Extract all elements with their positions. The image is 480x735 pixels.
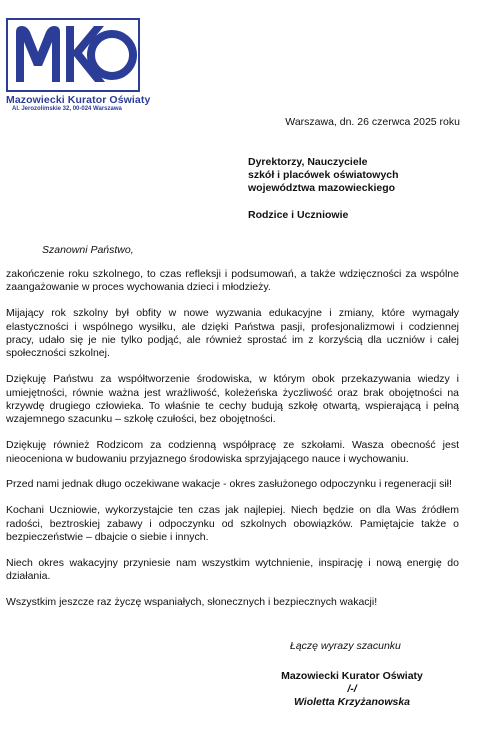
recipient-line: Dyrektorzy, Nauczyciele [248, 156, 368, 168]
signature-title: Mazowiecki Kurator Oświaty [281, 670, 423, 682]
kurator-logo [6, 18, 151, 112]
recipient-line: szkół i placówek oświatowych [248, 169, 399, 181]
paragraph: zakończenie roku szkolnego, to czas refleksji i podsumowań, a także wdzięczności za wspólne zaangażowanie w proces wychowania dzieci i młodzieży. [6, 268, 459, 294]
letter-date: Warszawa, dn. 26 czerwca 2025 roku [285, 116, 460, 128]
greeting: Szanowni Państwo, [42, 244, 134, 256]
logo-address: Al. Jerozolimskie 32, 00-024 Warszawa [12, 106, 122, 112]
paragraph: Dziękuję również Rodzicom za codzienną współpracę ze szkołami. Wasza obecność jest nieoceniona w budowaniu przyjaznego środowiska sprzyjającego nauce i wychowaniu. [6, 439, 459, 465]
logo-name: Mazowiecki Kurator Oświaty [6, 94, 151, 106]
paragraph: Przed nami jednak długo oczekiwane wakacje - okres zasłużonego odpoczynku i regeneracji sił! [6, 478, 452, 491]
signature-name: Wioletta Krzyżanowska [293, 696, 411, 708]
letter-body [6, 268, 459, 622]
logo-mark [6, 18, 140, 92]
paragraph: Kochani Uczniowie, wykorzystajcie ten czas jak najlepiej. Niech będzie on dla Was źródłem radości, beztroskiej zabawy i odpoczynku od szkolnych obowiązków. Pamiętajcie także o bezpieczeństwie – dbajcie o siebie i innych. [6, 504, 459, 544]
recipients-block [248, 156, 399, 222]
paragraph: Mijający rok szkolny był obfity w nowe wyzwania edukacyjne i zmiany, które wymagały elastyczności i wspólnego wysiłku, ale dzięki Państwa pasji, profesjonalizmowi i codziennej pracy, udało się je nie tylko podjąć, ale również sprostać im z korzyścią dla uczniów i całej społeczności szkolnej. [6, 307, 459, 360]
recipient-line: województwa mazowieckiego [248, 182, 396, 194]
closing-line: Łączę wyrazy szacunku [290, 640, 401, 652]
paragraph: Niech okres wakacyjny przyniesie nam wszystkim wytchnienie, inspirację i nową energię do działania. [6, 556, 459, 583]
paragraph: Wszystkim jeszcze raz życzę wspaniałych, słonecznych i bezpiecznych wakacji! [6, 596, 378, 609]
paragraph: Dziękuję Państwu za współtworzenie środowiska, w którym obok przekazywania wiedzy i umiejętności, równie ważna jest wrażliwość, koleżeńska życzliwość oraz brak obojętności na krzywdę drugiego człowieka. To właśnie te cechy budują szkołę otwartą, wspierającą i pełną wzajemnego szacunku – szkołę czułości, bez obojętności. [6, 373, 459, 426]
recipient-line: Rodzice i Uczniowie [248, 209, 349, 221]
mko-logo-graphic [8, 20, 138, 90]
signature-block [276, 670, 428, 709]
signature-mark: /-/ [347, 683, 357, 695]
